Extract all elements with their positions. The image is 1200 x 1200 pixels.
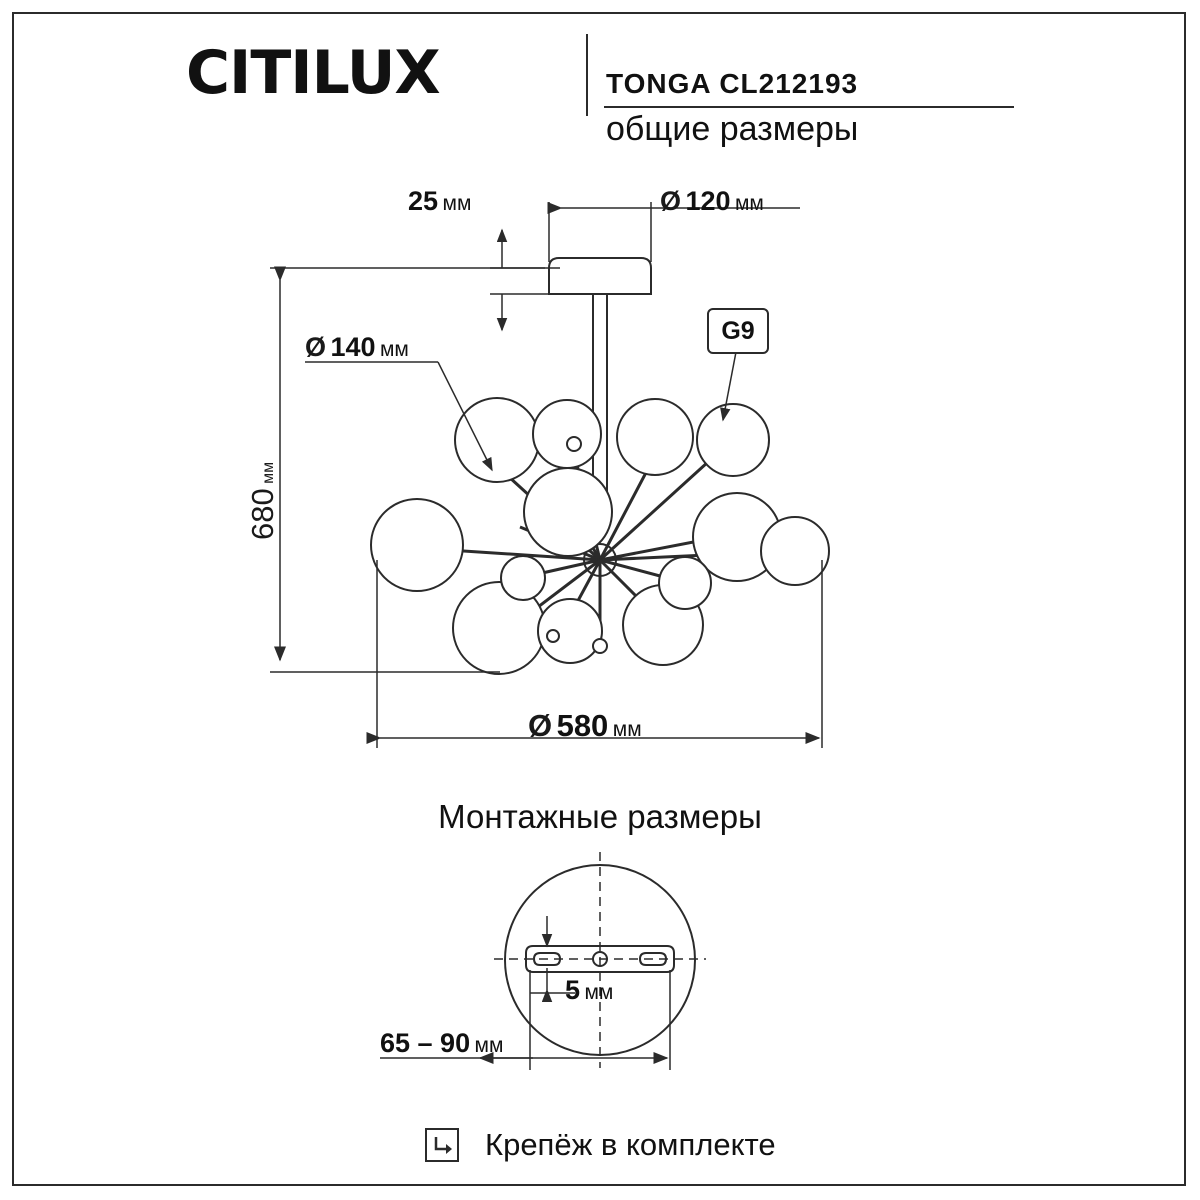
dim-slot-width: 5 мм (565, 975, 614, 1005)
drawing-subtitle: общие размеры (606, 110, 859, 148)
brand-logo: CITILUX (186, 38, 440, 108)
fasteners-included-icon (424, 1127, 460, 1163)
dim-canopy-diameter: Ø 120 мм (660, 186, 764, 216)
dim-total-height: 680 мм (245, 461, 280, 540)
dim-globe-diameter: Ø 140 мм (305, 332, 409, 362)
lamp-socket-badge: G9 (707, 308, 769, 354)
dim-total-diameter: Ø 580 мм (528, 708, 642, 743)
product-model: TONGA CL212193 (606, 68, 859, 99)
footer-text: Крепёж в комплекте (485, 1126, 776, 1162)
dim-canopy-height: 25 мм (408, 186, 472, 216)
footer (0, 1125, 1200, 1163)
mounting-section-title: Монтажные размеры (438, 798, 762, 835)
dim-bracket-span: 65 – 90 мм (380, 1028, 504, 1058)
